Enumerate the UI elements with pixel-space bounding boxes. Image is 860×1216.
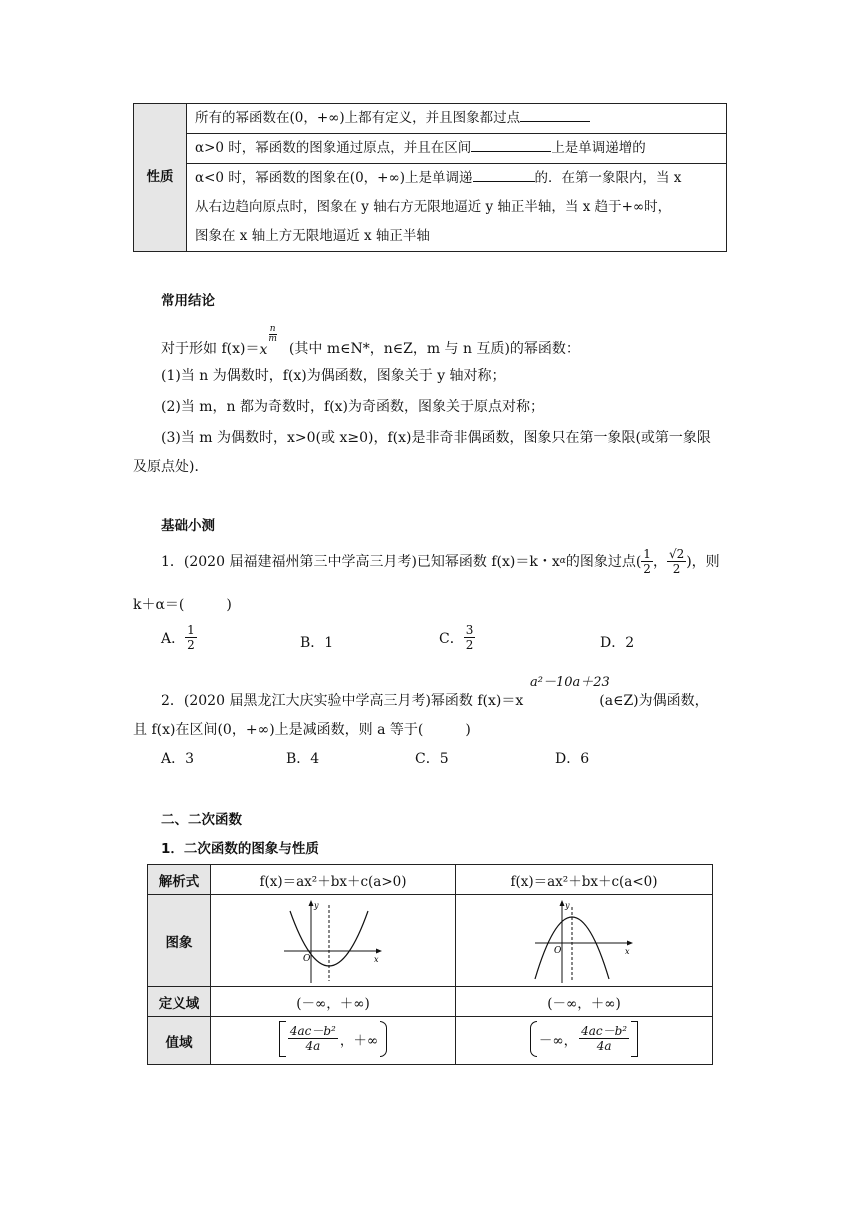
graph-pos	[211, 895, 456, 987]
domain-neg: (－∞，＋∞)	[456, 987, 713, 1017]
svg-text:O: O	[303, 953, 311, 964]
svg-text:y: y	[314, 900, 319, 910]
range-head: 值域	[148, 1017, 211, 1065]
fraction: $\frac{1}{2}$	[643, 546, 651, 576]
fraction: $\frac{1}{2}$	[187, 623, 195, 652]
q2-option-b[interactable]: B．4	[286, 751, 320, 767]
question-1: 1．(2020 届福建福州第三中学高三月考)已知幂函数 f(x)＝k・x α 的图象过点( $\frac{1}{2}$ ， $\frac{√2}{2}$ )，则	[161, 546, 720, 576]
fraction: $\frac{\text{4ac－b²}}{4a}$	[581, 1024, 628, 1053]
expr-head: 解析式	[148, 865, 211, 895]
q1-option-d[interactable]: D．2	[600, 635, 635, 651]
q2-option-c[interactable]: C．5	[415, 751, 449, 767]
svg-text:x: x	[374, 954, 379, 964]
expr-neg: f(x)＝ax²＋bx＋c(a<0)	[456, 865, 713, 895]
svg-text:O: O	[554, 945, 562, 956]
property-head: 性质	[134, 104, 187, 252]
graph-head: 图象	[148, 895, 211, 987]
fraction: $\frac{\text{4ac－b²}}{4a}$	[289, 1024, 336, 1053]
y-axis-arrow	[560, 900, 565, 906]
expr-pos: f(x)＝ax²＋bx＋c(a>0)	[211, 865, 456, 895]
property-table	[133, 103, 727, 252]
property-row-3: α<0 时，幂函数的图象在(0，+∞)上是单调递 的．在第一象限内，当 x 从右边趋向原点时，图象在 y 轴右方无限地逼近 y 轴正半轴，当 x 趋于+∞时， 图象在 x 轴上方无限地逼近 x 轴正半轴	[187, 164, 727, 252]
conclusion-item-3: (3)当 m 为偶数时，x>0(或 x≥0)，f(x)是非奇非偶函数，图象只在第一象限(或第一象限	[161, 430, 711, 446]
fraction: $\frac{√2}{2}$	[668, 546, 685, 576]
range-neg: －∞， $\frac{\text{4ac－b²}}{4a}$	[456, 1017, 713, 1065]
answer-blank	[520, 107, 590, 122]
q1-option-b[interactable]: B．1	[300, 635, 334, 651]
x-axis-arrow	[627, 940, 633, 945]
graph-neg	[456, 895, 713, 987]
answer-blank	[473, 167, 535, 182]
conclusion-item-3-cont: 及原点处)．	[133, 459, 209, 475]
q2-option-a[interactable]: A．3	[161, 751, 195, 767]
question-2-exponent: a²－10a＋23	[530, 675, 610, 690]
conclusions-intro: 对于形如 f(x)＝ x n m (其中 m∈N*，n∈Z，m 与 n 互质)的幂函数：	[161, 324, 580, 358]
quadratic-table	[147, 864, 713, 1065]
svg-text:x: x	[625, 946, 630, 956]
parabola-up-graph	[278, 897, 388, 985]
exponent-fraction: n m	[268, 324, 277, 344]
question-1-line-2: k＋α＝( )	[133, 597, 232, 613]
quiz-heading: 基础小测	[161, 518, 215, 534]
range-pos: $\frac{\text{4ac－b²}}{4a}$ ，＋∞	[211, 1017, 456, 1065]
domain-pos: (－∞，＋∞)	[211, 987, 456, 1017]
q1-option-c[interactable]: C． $\frac{3}{2}$	[439, 623, 474, 652]
svg-text:y: y	[565, 900, 570, 910]
property-row-1: 所有的幂函数在(0，+∞)上都有定义，并且图象都过点	[187, 104, 727, 134]
conclusion-item-1: (1)当 n 为偶数时，f(x)为偶函数，图象关于 y 轴对称；	[161, 368, 506, 384]
y-axis-arrow	[309, 900, 314, 906]
q2-option-d[interactable]: D．6	[555, 751, 590, 767]
answer-blank	[471, 137, 551, 152]
parabola-down-graph	[529, 897, 639, 985]
fraction: $\frac{3}{2}$	[465, 623, 474, 652]
domain-head: 定义域	[148, 987, 211, 1017]
section-heading: 二、二次函数	[161, 812, 242, 828]
question-2-line-2: 且 f(x)在区间(0，+∞)上是减函数，则 a 等于( )	[133, 722, 471, 738]
conclusions-heading: 常用结论	[161, 293, 215, 309]
conclusion-item-2: (2)当 m，n 都为奇数时，f(x)为奇函数，图象关于原点对称；	[161, 399, 545, 415]
section-subheading: 1．二次函数的图象与性质	[161, 841, 319, 857]
q1-option-a[interactable]: A． $\frac{1}{2}$	[161, 623, 195, 652]
x-axis-arrow	[376, 948, 382, 953]
question-2: 2．(2020 届黑龙江大庆实验中学高三月考)幂函数 f(x)＝x (a∈Z)为偶函数，	[161, 693, 709, 709]
property-row-2: α>0 时，幂函数的图象通过原点，并且在区间 上是单调递增的	[187, 134, 727, 164]
